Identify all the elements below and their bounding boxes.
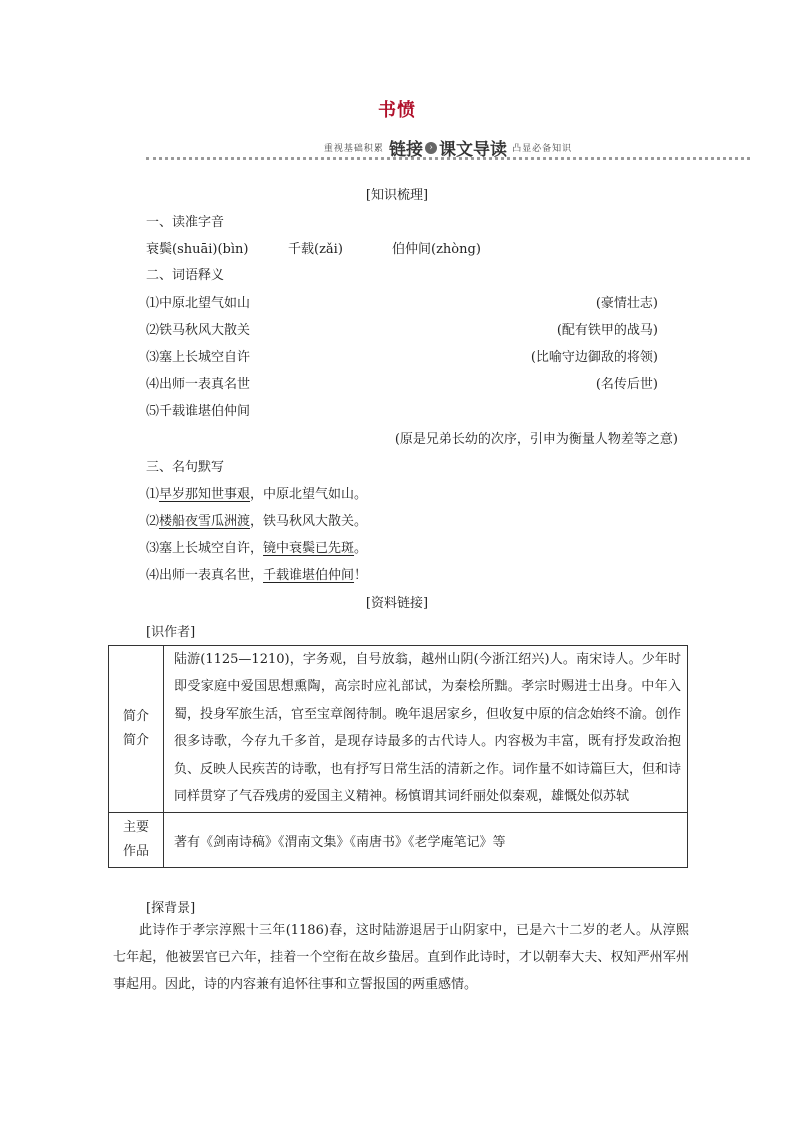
table-label-cell: 主要 作品 <box>109 813 164 868</box>
answer-underline: 镜中衰鬓已先斑 <box>263 541 355 556</box>
arrow-right-icon: › <box>425 142 437 154</box>
table-row <box>109 646 688 813</box>
answer-underline: 楼船夜雪瓜洲渡 <box>159 514 251 529</box>
table-label-cell: 简介 简介 <box>109 646 164 813</box>
author-info-table <box>108 645 688 868</box>
knowledge-heading: [知识梳理] <box>365 188 429 203</box>
vocab-term: ⑷出师一表真名世 <box>146 377 251 392</box>
recitation-line: ⑶塞上长城空自许，镜中衰鬓已先斑。 <box>146 541 368 556</box>
major-works-cell: 著有《剑南诗稿》《渭南文集》《南唐书》《老学庵笔记》等 <box>164 813 688 868</box>
recitation-line: ⑴早岁那知世事艰，中原北望气如山。 <box>146 487 368 502</box>
background-paragraph: 此诗作于孝宗淳熙十三年(1186)春，这时陆游退居于山阴家中，已是六十二岁的老人。从淳熙七年起，他被罢官已六年，挂着一个空衔在故乡蛰居。直到作此诗时，才以朝奉大夫、权知严州军州事起用。因此，诗的内容兼有追怀往事和立誓报国的两重感情。 <box>113 923 689 992</box>
section1-heading: 一、读准字音 <box>146 215 225 230</box>
vocab-gloss: (原是兄弟长幼的次序，引申为衡量人物差等之意) <box>394 432 678 447</box>
pronunciation-item: 伯仲间(zhòng) <box>392 242 481 257</box>
vocab-gloss: (配有铁甲的战马) <box>556 323 658 338</box>
answer-underline: 千载谁堪伯仲间 <box>263 568 355 583</box>
banner-guide-label: 课文导读 <box>439 140 507 160</box>
vocab-term: ⑸千载谁堪伯仲间 <box>146 404 251 419</box>
vocab-term: ⑶塞上长城空自许 <box>146 350 251 365</box>
author-bio-cell: 陆游(1125—1210)，字务观，自号放翁，越州山阴(今浙江绍兴)人。南宋诗人。少年时即受家庭中爱国思想熏陶，高宗时应礼部试，为秦桧所黜。孝宗时赐进士出身。中年入蜀，投身军旅生活，官至宝章阁待制。晚年退居家乡，但收复中原的信念始终不渝。创作很多诗歌，今存九千多首，是现存诗最多的古代诗人。内容极为丰富，既有抒发政治抱负、反映人民疾苦的诗歌，也有抒写日常生活的清新之作。词作量不如诗篇巨大，但和诗同样贯穿了气吞残虏的爱国主义精神。杨慎谓其词纤丽处似秦观，雄慨处似苏轼 <box>164 646 688 813</box>
author-tag: [识作者] <box>146 625 196 640</box>
section2-heading: 二、词语释义 <box>146 268 225 283</box>
section3-heading: 三、名句默写 <box>146 460 225 475</box>
answer-underline: 早岁那知世事艰 <box>159 487 251 502</box>
banner-left-caption: 重视基础积累 <box>323 144 384 154</box>
vocab-gloss: (豪情壮志) <box>595 296 658 311</box>
section-banner <box>146 135 750 159</box>
banner-right-caption: 凸显必备知识 <box>512 144 573 154</box>
pronunciation-item: 衰鬓(shuāi)(bìn) <box>146 242 249 257</box>
recitation-line: ⑷出师一表真名世，千载谁堪伯仲间！ <box>146 568 368 583</box>
banner-link-label: 链接 <box>389 140 423 160</box>
pronunciation-item: 千载(zǎi) <box>288 242 343 257</box>
vocab-gloss: (比喻守边御敌的将领) <box>530 350 658 365</box>
resource-heading: [资料链接] <box>365 596 429 611</box>
background-tag: [探背景] <box>146 901 196 916</box>
recitation-line: ⑵楼船夜雪瓜洲渡，铁马秋风大散关。 <box>146 514 368 529</box>
document-title: 书愤 <box>378 100 416 121</box>
vocab-gloss: (名传后世) <box>595 377 658 392</box>
vocab-term: ⑵铁马秋风大散关 <box>146 323 251 338</box>
table-row <box>109 813 688 868</box>
vocab-term: ⑴中原北望气如山 <box>146 296 251 311</box>
